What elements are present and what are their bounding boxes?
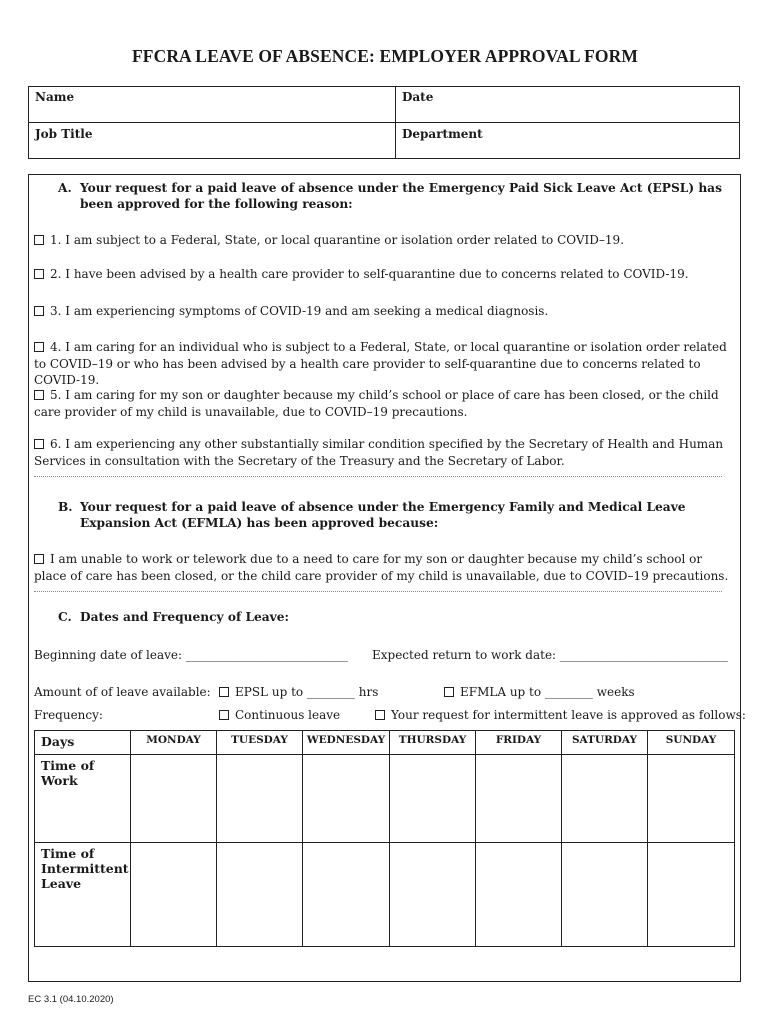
section-b-letter: B. [58,500,73,514]
reason-3-checkbox[interactable] [34,306,44,316]
reason-2-text: 2. I have been advised by a health care provider to self-quarantine due to concerns related to COVID-19. [50,267,689,281]
efmla-option [444,685,635,699]
reason-4-text: 4. I am caring for an individual who is subject to a Federal, State, or local quarantine or isolation order related to COVID–19 or who has been advised by a health care provider to self-quarantine due to concerns related to COVID-19. [34,340,727,387]
table-row [35,843,735,947]
divider [34,591,722,592]
day-column-header: FRIDAY [476,731,562,755]
efmla-checkbox[interactable] [444,687,454,697]
reason-6-checkbox[interactable] [34,439,44,449]
section-a-heading: Your request for a paid leave of absence under the Emergency Paid Sick Leave Act (EPSL) has been approved for the following reason: [80,181,722,211]
intermittent-leave-option [375,708,746,722]
date-field-label: Date [402,90,434,104]
schedule-cell[interactable] [390,755,476,843]
divider [28,122,740,123]
schedule-cell[interactable] [131,755,217,843]
beginning-date-field[interactable]: Beginning date of leave: ___________________________ [34,648,348,662]
amount-of-leave-label: Amount of of leave available: [34,685,211,699]
efmla-reason-item [34,551,734,584]
schedule-cell[interactable] [648,755,735,843]
time-of-work-label: Time of Work [35,755,131,843]
reason-3-item [34,303,734,320]
day-column-header: THURSDAY [390,731,476,755]
expected-return-date-field[interactable]: Expected return to work date: ____________________________ [372,648,728,662]
reason-4-checkbox[interactable] [34,342,44,352]
reason-6-text: 6. I am experiencing any other substantially similar condition specified by the Secretary of Health and Human Services in consultation with the Secretary of the Treasury and the Secretary of Labor. [34,437,724,468]
table-header-row [35,731,735,755]
day-column-header: SUNDAY [648,731,735,755]
efmla-reason-checkbox[interactable] [34,554,44,564]
job-title-field-label: Job Title [35,127,93,141]
reason-2-item [34,266,734,283]
schedule-cell[interactable] [476,843,562,947]
section-c-heading: Dates and Frequency of Leave: [80,610,290,624]
schedule-cell[interactable] [303,843,390,947]
divider [34,476,722,477]
epsl-option-label: EPSL up to ________ hrs [235,685,379,699]
section-c-letter: C. [58,610,72,624]
section-b-heading: Your request for a paid leave of absence under the Emergency Family and Medical Leave Expansion Act (EFMLA) has been approved because: [80,500,686,530]
form-code-footer: EC 3.1 (04.10.2020) [28,994,114,1005]
frequency-label: Frequency: [34,708,103,722]
day-column-header: MONDAY [131,731,217,755]
reason-1-item [34,232,734,249]
efmla-reason-text: I am unable to work or telework due to a need to care for my son or daughter because my child’s school or place of care has been closed, or the child care provider of my child is unavailable, due to COVID–19 precautions. [34,552,729,583]
schedule-cell[interactable] [648,843,735,947]
reason-3-text: 3. I am experiencing symptoms of COVID-19 and am seeking a medical diagnosis. [50,304,549,318]
table-row [35,755,735,843]
reason-2-checkbox[interactable] [34,269,44,279]
leave-schedule-table [34,730,735,947]
continuous-leave-label: Continuous leave [235,708,341,722]
schedule-cell[interactable] [217,843,303,947]
reason-6-item [34,436,734,469]
department-field-label: Department [402,127,483,141]
reason-4-item [34,339,734,389]
day-column-header: TUESDAY [217,731,303,755]
reason-1-checkbox[interactable] [34,235,44,245]
reason-1-text: 1. I am subject to a Federal, State, or local quarantine or isolation order related to COVID–19. [50,233,625,247]
reason-5-checkbox[interactable] [34,390,44,400]
divider [395,86,396,159]
efmla-option-label: EFMLA up to ________ weeks [460,685,635,699]
schedule-cell[interactable] [217,755,303,843]
time-of-intermittent-leave-label: Time of Intermittent Leave [35,843,131,947]
schedule-cell[interactable] [562,755,648,843]
day-column-header: WEDNESDAY [303,731,390,755]
reason-5-item [34,387,734,420]
epsl-checkbox[interactable] [219,687,229,697]
schedule-cell[interactable] [476,755,562,843]
form-title: FFCRA LEAVE OF ABSENCE: EMPLOYER APPROVAL FORM [132,46,638,66]
days-header: Days [35,731,131,755]
epsl-option [219,685,378,699]
day-column-header: SATURDAY [562,731,648,755]
reason-5-text: 5. I am caring for my son or daughter because my child’s school or place of care has been closed, or the child care provider of my child is unavailable, due to COVID–19 precautions. [34,388,719,419]
schedule-cell[interactable] [303,755,390,843]
schedule-cell[interactable] [131,843,217,947]
section-a-letter: A. [58,181,72,195]
schedule-cell[interactable] [562,843,648,947]
intermittent-leave-label: Your request for intermittent leave is approved as follows: [391,708,746,722]
continuous-leave-option [219,708,340,722]
schedule-cell[interactable] [390,843,476,947]
intermittent-leave-checkbox[interactable] [375,710,385,720]
name-field-label: Name [35,90,75,104]
continuous-leave-checkbox[interactable] [219,710,229,720]
